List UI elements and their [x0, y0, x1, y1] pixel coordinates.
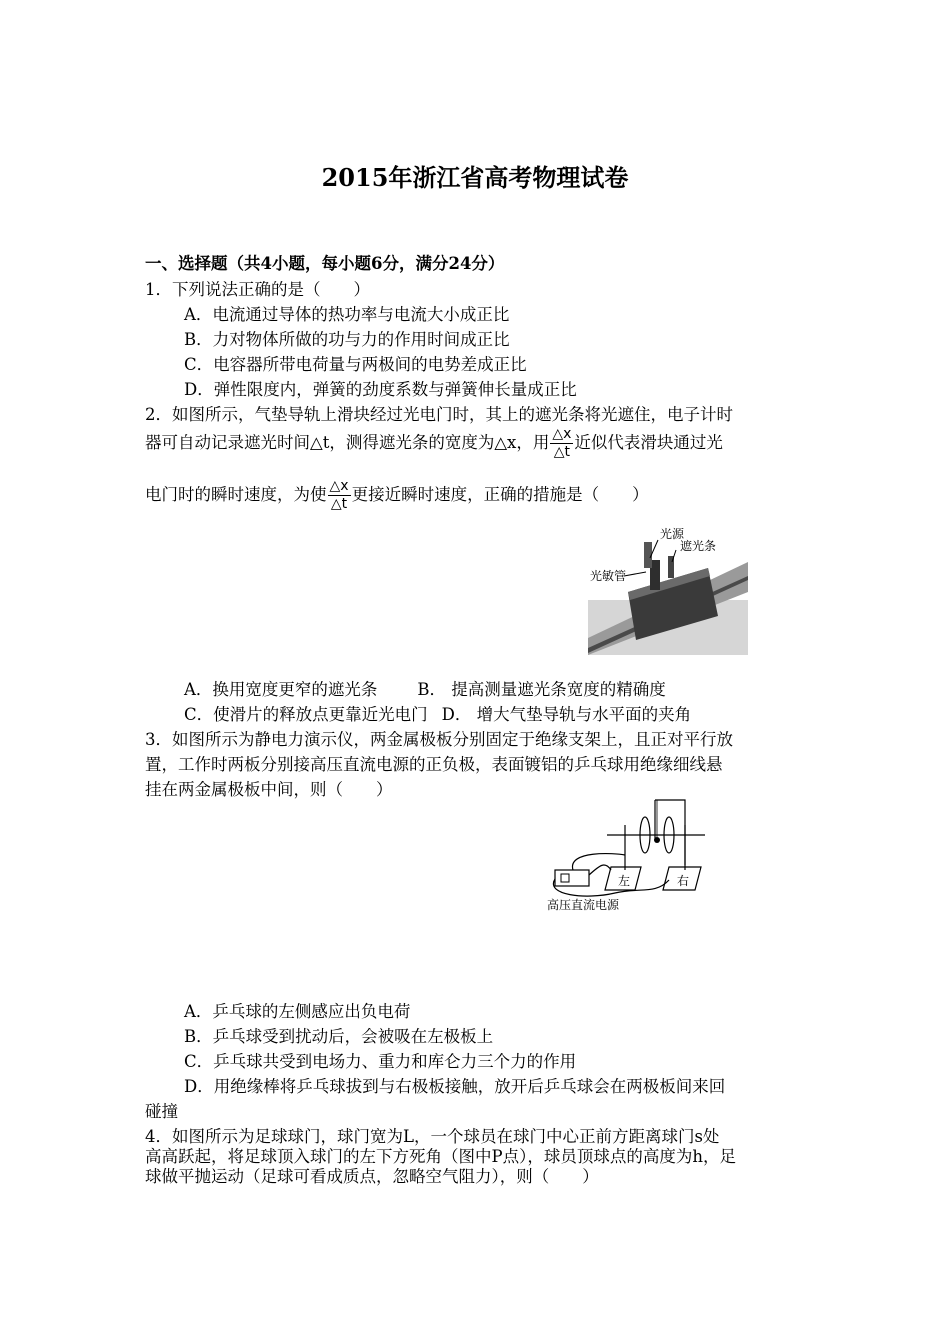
- q3-option-b: B．乒乓球受到扰动后，会被吸在左极板上: [184, 1027, 494, 1046]
- fig-label-strip: 遮光条: [680, 539, 717, 553]
- fraction-numerator: △x: [552, 426, 572, 442]
- q2-line3: [145, 478, 649, 513]
- q2-line3-end: 更接近瞬时速度，正确的措施是（ ）: [351, 485, 649, 504]
- q3-option-c: C．乒乓球共受到电场力、重力和库仑力三个力的作用: [184, 1052, 577, 1071]
- q2-option-a: A．换用宽度更窄的遮光条: [184, 680, 378, 699]
- q2-options-ab: [184, 676, 666, 700]
- q3-option-d-line1: D．用绝缘棒将乒乓球拔到与右极板接触，放开后乒乓球会在两极板间来回: [184, 1077, 726, 1096]
- q2-line2-end: 近似代表滑块通过光: [574, 433, 723, 452]
- q2-line1: 2．如图所示，气垫导轨上滑块经过光电门时，其上的遮光条将光遮住，电子计时: [145, 405, 733, 424]
- q3-option-a: A．乒乓球的左侧感应出负电荷: [184, 1002, 411, 1021]
- q1-option-a: A．电流通过导体的热功率与电流大小成正比: [184, 305, 510, 324]
- q4-line3: 球做平抛运动（足球可看成质点，忽略空气阻力），则（ ）: [145, 1167, 599, 1186]
- q1-option-b: B．力对物体所做的功与力的作用时间成正比: [184, 330, 510, 349]
- q2-line3-start: 电门时的瞬时速度，为使: [145, 485, 327, 504]
- fraction-dx-dt: [550, 426, 573, 461]
- q3-option-d-line2: 碰撞: [145, 1102, 178, 1121]
- fraction-dx-dt-2: [328, 478, 351, 513]
- q2-line2-start: 器可自动记录遮光时间△t，测得遮光条的宽度为△x，用: [145, 433, 550, 452]
- q4-line2: 高高跃起，将足球顶入球门的左下方死角（图中P点），球员顶球点的高度为h，足: [145, 1147, 736, 1166]
- q2-option-d: D． 增大气垫导轨与水平面的夹角: [441, 705, 692, 724]
- fig-label-power-supply: 高压直流电源: [547, 898, 620, 912]
- fig-label-tube: 光敏管: [590, 569, 627, 583]
- air-track-photogate-figure: [588, 520, 748, 655]
- q2-line2: [145, 426, 723, 461]
- electrostatic-demonstrator-figure: [545, 795, 725, 915]
- fig-label-right-plate: 右: [677, 874, 690, 888]
- q3-line3: 挂在两金属极板中间，则（ ）: [145, 780, 393, 799]
- q2-options-cd: [184, 701, 691, 725]
- fraction-numerator: △x: [329, 478, 349, 494]
- section-heading: 一、选择题（共4小题，每小题6分，满分24分）: [145, 254, 505, 273]
- q2-option-c: C．使滑片的释放点更靠近光电门: [184, 705, 428, 724]
- q1-option-d: D．弹性限度内，弹簧的劲度系数与弹簧伸长量成正比: [184, 380, 577, 399]
- q3-line1: 3．如图所示为静电力演示仪，两金属极板分别固定于绝缘支架上，且正对平行放: [145, 730, 733, 749]
- q2-option-b: B． 提高测量遮光条宽度的精确度: [417, 680, 666, 699]
- q1-stem: 1．下列说法正确的是（ ）: [145, 280, 370, 299]
- q1-option-c: C．电容器所带电荷量与两极间的电势差成正比: [184, 355, 527, 374]
- fraction-denominator: △t: [553, 444, 570, 460]
- q3-line2: 置，工作时两板分别接高压直流电源的正负极，表面镀铝的乒乓球用绝缘细线悬: [145, 755, 723, 774]
- fraction-denominator: △t: [330, 496, 348, 512]
- fig-label-light-source: 光源: [660, 527, 685, 541]
- fig-label-left-plate: 左: [618, 874, 631, 888]
- q4-line1: 4．如图所示为足球球门，球门宽为L，一个球员在球门中心正前方距离球门s处: [145, 1127, 720, 1146]
- page-title: 2015年浙江省高考物理试卷: [321, 163, 629, 192]
